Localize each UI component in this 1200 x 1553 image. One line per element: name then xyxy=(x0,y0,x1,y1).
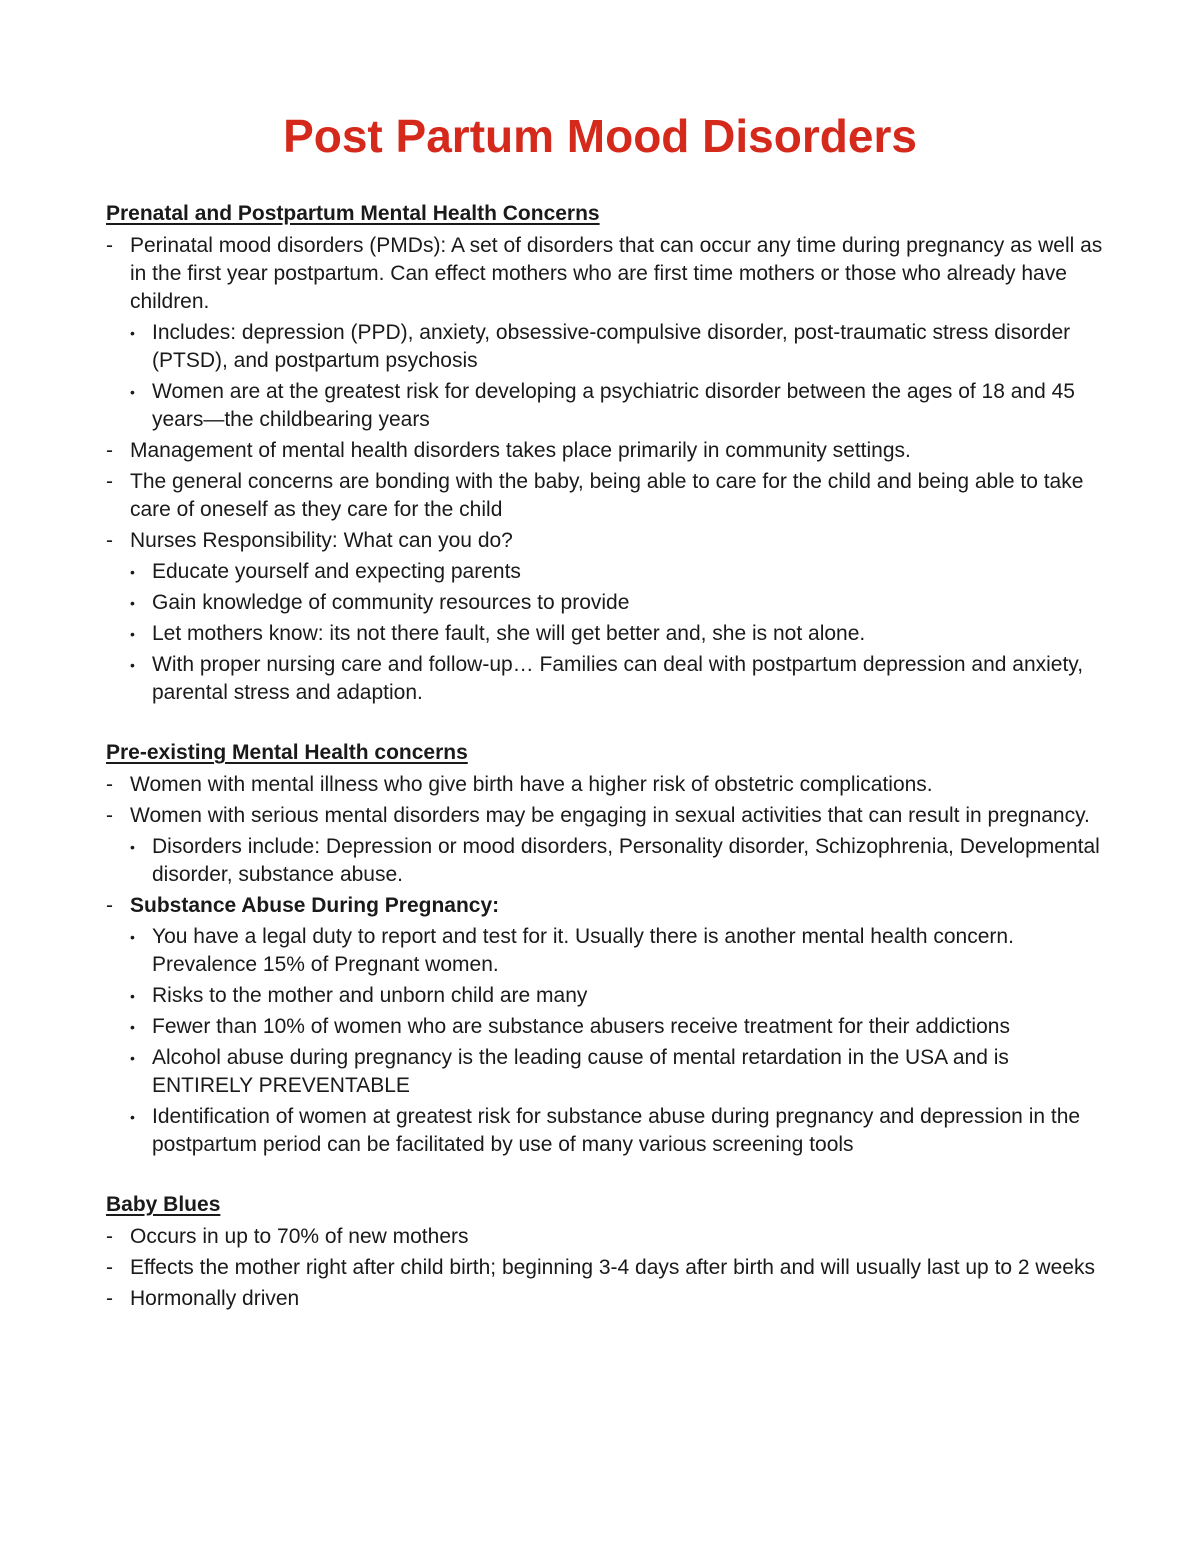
sub-list-item xyxy=(106,1103,1106,1159)
section-heading: Prenatal and Postpartum Mental Health Concerns xyxy=(106,202,600,225)
bullet-marker: • xyxy=(130,929,135,945)
sub-list-item xyxy=(106,589,1106,617)
document-body xyxy=(106,199,1106,1313)
list-item-text: The general concerns are bonding with the baby, being able to care for the child and being able to take care of oneself as they care for the child xyxy=(130,470,1084,521)
dash-marker: - xyxy=(106,1287,113,1310)
sub-list-item xyxy=(106,620,1106,648)
list-item-text: Nurses Responsibility: What can you do? xyxy=(130,529,513,552)
sub-list-item xyxy=(106,378,1106,434)
dash-marker: - xyxy=(106,804,113,827)
section xyxy=(106,738,1106,1159)
sub-list-item-text: Women are at the greatest risk for developing a psychiatric disorder between the ages of 18 and 45 years—the childbearing years xyxy=(152,380,1075,431)
list-item xyxy=(106,1254,1106,1282)
dash-marker: - xyxy=(106,773,113,796)
dash-list xyxy=(106,1223,1106,1313)
list-item-text: Substance Abuse During Pregnancy: xyxy=(130,894,500,917)
list-item-text: Effects the mother right after child birth; beginning 3-4 days after birth and will usually last up to 2 weeks xyxy=(130,1256,1095,1279)
sub-list-item-text: Disorders include: Depression or mood disorders, Personality disorder, Schizophrenia, Developmental disorder, substance abuse. xyxy=(152,835,1100,886)
bullet-marker: • xyxy=(130,595,135,611)
bullet-marker: • xyxy=(130,988,135,1004)
list-item xyxy=(106,802,1106,889)
sub-list-item-text: Fewer than 10% of women who are substance abusers receive treatment for their addictions xyxy=(152,1015,1010,1038)
bullet-marker: • xyxy=(130,1109,135,1125)
bullet-list xyxy=(130,319,1106,434)
dash-marker: - xyxy=(106,470,113,493)
list-item-text: Hormonally driven xyxy=(130,1287,300,1310)
section-heading: Pre-existing Mental Health concerns xyxy=(106,741,468,764)
sub-list-item xyxy=(106,319,1106,375)
section xyxy=(106,1190,1106,1313)
sub-list-item-text: Identification of women at greatest risk for substance abuse during pregnancy and depression in the postpartum period can be facilitated by use of many various screening tools xyxy=(152,1105,1081,1156)
bullet-marker: • xyxy=(130,1019,135,1035)
list-item xyxy=(106,232,1106,434)
list-item xyxy=(106,527,1106,707)
sub-list-item-text: Let mothers know: its not there fault, she will get better and, she is not alone. xyxy=(152,622,866,645)
list-item-text: Women with mental illness who give birth have a higher risk of obstetric complications. xyxy=(130,773,933,796)
dash-marker: - xyxy=(106,894,113,917)
list-item xyxy=(106,1223,1106,1251)
sub-list-item-text: Gain knowledge of community resources to provide xyxy=(152,591,630,614)
dash-marker: - xyxy=(106,1256,113,1279)
bullet-marker: • xyxy=(130,325,135,341)
sub-list-item xyxy=(106,982,1106,1010)
list-item-text: Occurs in up to 70% of new mothers xyxy=(130,1225,469,1248)
sub-list-item xyxy=(106,1044,1106,1100)
bullet-list xyxy=(130,558,1106,707)
section xyxy=(106,199,1106,707)
list-item xyxy=(106,437,1106,465)
bullet-list xyxy=(130,923,1106,1159)
sub-list-item-text: With proper nursing care and follow-up… Families can deal with postpartum depression and anxiety, parental stress and adaption. xyxy=(152,653,1084,704)
dash-marker: - xyxy=(106,529,113,552)
dash-marker: - xyxy=(106,439,113,462)
bullet-marker: • xyxy=(130,384,135,400)
sub-list-item xyxy=(106,833,1106,889)
bullet-marker: • xyxy=(130,839,135,855)
list-item xyxy=(106,468,1106,524)
list-item-text: Women with serious mental disorders may be engaging in sexual activities that can result in pregnancy. xyxy=(130,804,1090,827)
list-item xyxy=(106,1285,1106,1313)
bullet-marker: • xyxy=(130,1050,135,1066)
sub-list-item xyxy=(106,923,1106,979)
bullet-marker: • xyxy=(130,564,135,580)
dash-list xyxy=(106,232,1106,707)
list-item xyxy=(106,892,1106,1159)
list-item xyxy=(106,771,1106,799)
bullet-list xyxy=(130,833,1106,889)
sub-list-item xyxy=(106,558,1106,586)
dash-marker: - xyxy=(106,1225,113,1248)
list-item-text: Management of mental health disorders takes place primarily in community settings. xyxy=(130,439,911,462)
bullet-marker: • xyxy=(130,657,135,673)
sub-list-item xyxy=(106,1013,1106,1041)
sub-list-item-text: You have a legal duty to report and test for it. Usually there is another mental health concern. Prevalence 15% of Pregnant women. xyxy=(152,925,1014,976)
sub-list-item-text: Risks to the mother and unborn child are many xyxy=(152,984,588,1007)
section-heading: Baby Blues xyxy=(106,1193,221,1216)
dash-list xyxy=(106,771,1106,1159)
sub-list-item-text: Includes: depression (PPD), anxiety, obsessive-compulsive disorder, post-traumatic stress disorder (PTSD), and postpartum psychosis xyxy=(152,321,1071,372)
dash-marker: - xyxy=(106,234,113,257)
bullet-marker: • xyxy=(130,626,135,642)
page-title: Post Partum Mood Disorders xyxy=(283,110,917,162)
list-item-text: Perinatal mood disorders (PMDs): A set of disorders that can occur any time during pregnancy as well as in the first year postpartum. Can effect mothers who are first time mothers or those who already have children. xyxy=(130,234,1103,313)
sub-list-item xyxy=(106,651,1106,707)
sub-list-item-text: Educate yourself and expecting parents xyxy=(152,560,521,583)
sub-list-item-text: Alcohol abuse during pregnancy is the leading cause of mental retardation in the USA and is ENTIRELY PREVENTABLE xyxy=(152,1046,1009,1097)
